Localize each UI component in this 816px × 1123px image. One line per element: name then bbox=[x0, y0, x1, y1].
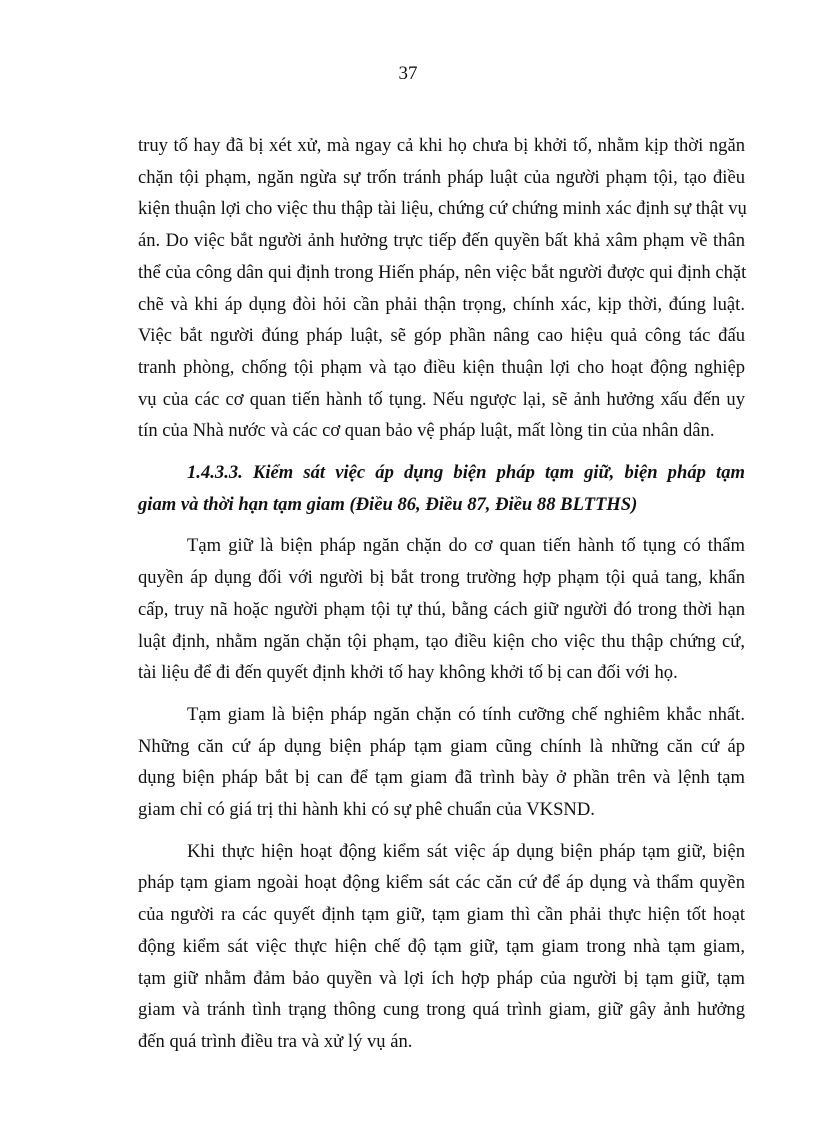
text-line: Khi thực hiện hoạt động kiểm sát việc áp dụng biện pháp tạm giữ, biện bbox=[187, 840, 745, 862]
text-line: Việc bắt người đúng pháp luật, sẽ góp phần nâng cao hiệu quả công tác đấu bbox=[138, 325, 745, 347]
text-line: tranh phòng, chống tội phạm và tạo điều kiện thuận lợi cho hoạt động nghiệp bbox=[138, 356, 745, 378]
text-line: luật định, nhằm ngăn chặn tội phạm, tạo điều kiện cho việc thu thập chứng cứ, bbox=[138, 630, 745, 652]
text-line: tài liệu để đi đến quyết định khởi tố hay không khởi tố bị can đối với họ. bbox=[138, 662, 678, 684]
heading-line: giam và thời hạn tạm giam (Điều 86, Điều 87, Điều 88 BLTTHS) bbox=[138, 493, 638, 515]
text-line: của người ra các quyết định tạm giữ, tạm giam thì cần phải thực hiện tốt hoạt bbox=[138, 904, 745, 926]
heading-line: 1.4.3.3. Kiểm sát việc áp dụng biện pháp tạm giữ, biện pháp tạm bbox=[187, 462, 745, 484]
paragraph-custody bbox=[138, 699, 745, 826]
paragraph-arrest-continuation bbox=[138, 130, 745, 447]
text-line: tín của Nhà nước và các cơ quan bảo vệ pháp luật, mất lòng tin của nhân dân. bbox=[138, 420, 715, 442]
paragraph-temporary-detention bbox=[138, 530, 745, 689]
paragraph-supervision bbox=[138, 836, 745, 1058]
text-line: chặn tội phạm, ngăn ngừa sự trốn tránh pháp luật của người phạm tội, tạo điều bbox=[138, 166, 745, 188]
page-number: 37 bbox=[398, 63, 418, 84]
text-line: chẽ và khi áp dụng đòi hỏi cần phải thận trọng, chính xác, kịp thời, đúng luật. bbox=[138, 293, 745, 315]
text-line: dụng biện pháp bắt bị can để tạm giam đã trình bày ở phần trên và lệnh tạm bbox=[138, 767, 745, 789]
text-line: pháp tạm giam ngoài hoạt động kiểm sát các căn cứ để áp dụng và thẩm quyền bbox=[138, 872, 745, 894]
text-line: tạm giữ nhằm đảm bảo quyền và lợi ích hợp pháp của người bị tạm giữ, tạm bbox=[138, 967, 745, 989]
text-line: giam và tránh tình trạng thông cung trong quá trình giam, giữ gây ảnh hưởng bbox=[138, 999, 745, 1021]
text-line: giam chỉ có giá trị thi hành khi có sự phê chuẩn của VKSND. bbox=[138, 799, 595, 821]
text-line: án. Do việc bắt người ảnh hưởng trực tiếp đến quyền bất khả xâm phạm về thân bbox=[138, 230, 745, 252]
text-line: động kiểm sát việc thực hiện chế độ tạm giữ, tạm giam trong nhà tạm giam, bbox=[138, 935, 745, 957]
text-line: Tạm giữ là biện pháp ngăn chặn do cơ quan tiến hành tố tụng có thẩm bbox=[187, 535, 745, 557]
text-line: truy tố hay đã bị xét xử, mà ngay cả khi họ chưa bị khởi tố, nhằm kịp thời ngăn bbox=[138, 135, 745, 156]
text-line: Tạm giam là biện pháp ngăn chặn có tính cưỡng chế nghiêm khắc nhất. bbox=[187, 703, 745, 725]
text-line: vụ của các cơ quan tiến hành tố tụng. Nếu ngược lại, sẽ ảnh hưởng xấu đến uy bbox=[138, 388, 745, 410]
text-line: kiện thuận lợi cho việc thu thập tài liệu, chứng cứ chứng minh xác định sự thật vụ bbox=[138, 198, 747, 220]
section-heading bbox=[138, 457, 745, 520]
text-line: thể của công dân qui định trong Hiến pháp, nên việc bắt người được qui định chặt bbox=[138, 261, 747, 283]
text-line: Những căn cứ áp dụng biện pháp tạm giam cũng chính là những căn cứ áp bbox=[138, 735, 745, 757]
body-text bbox=[138, 130, 745, 1058]
text-line: đến quá trình điều tra và xử lý vụ án. bbox=[138, 1030, 413, 1052]
text-line: cấp, truy nã hoặc người phạm tội tự thú, bằng cách giữ người đó trong thời hạn bbox=[138, 598, 745, 620]
text-line: quyền áp dụng đối với người bị bắt trong trường hợp phạm tội quả tang, khẩn bbox=[138, 567, 745, 589]
